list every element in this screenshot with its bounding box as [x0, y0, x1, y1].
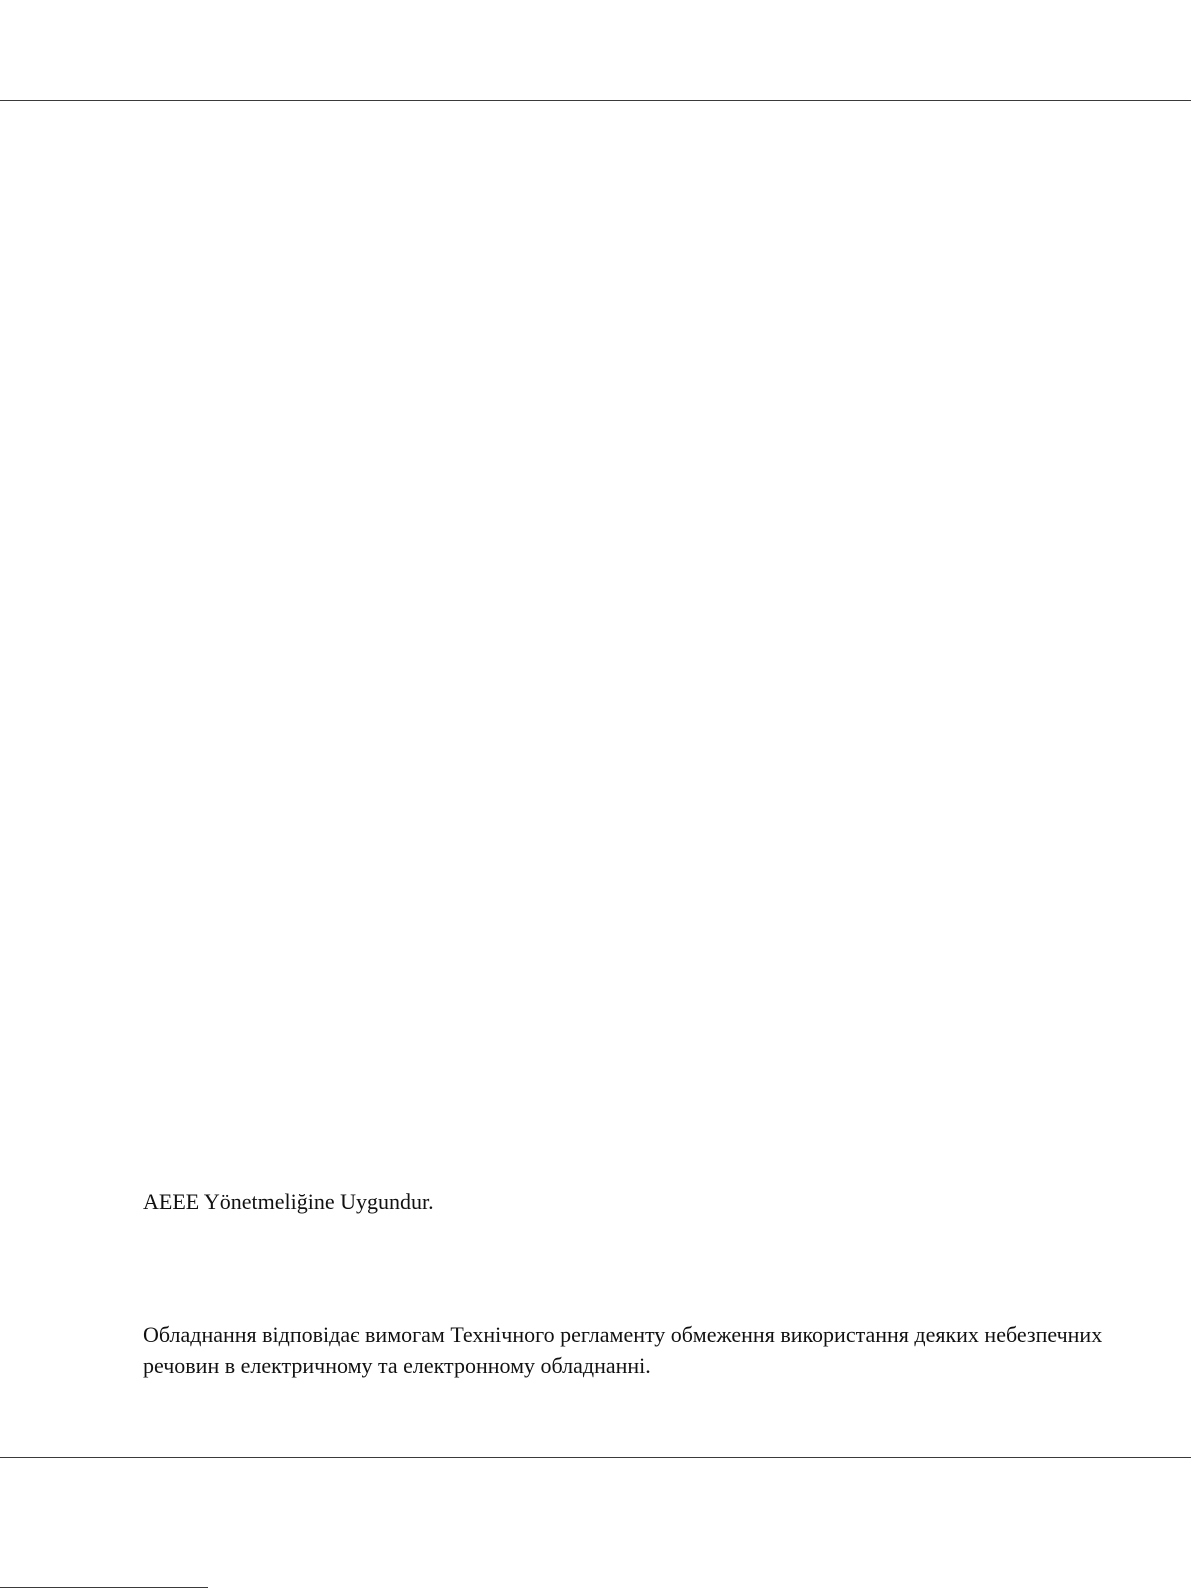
- footer-rule: [0, 1457, 1191, 1458]
- ukrainian-compliance-statement: Обладнання відповідає вимогам Технічного регламенту обмеження використання деяких небезпечних речовин в електричному та електронному обладнанні.: [143, 1322, 1103, 1378]
- turkish-compliance-statement: AEEE Yönetmeliğine Uygundur.: [143, 1189, 434, 1214]
- footnote-rule: [0, 1587, 208, 1588]
- header-rule: [0, 100, 1191, 101]
